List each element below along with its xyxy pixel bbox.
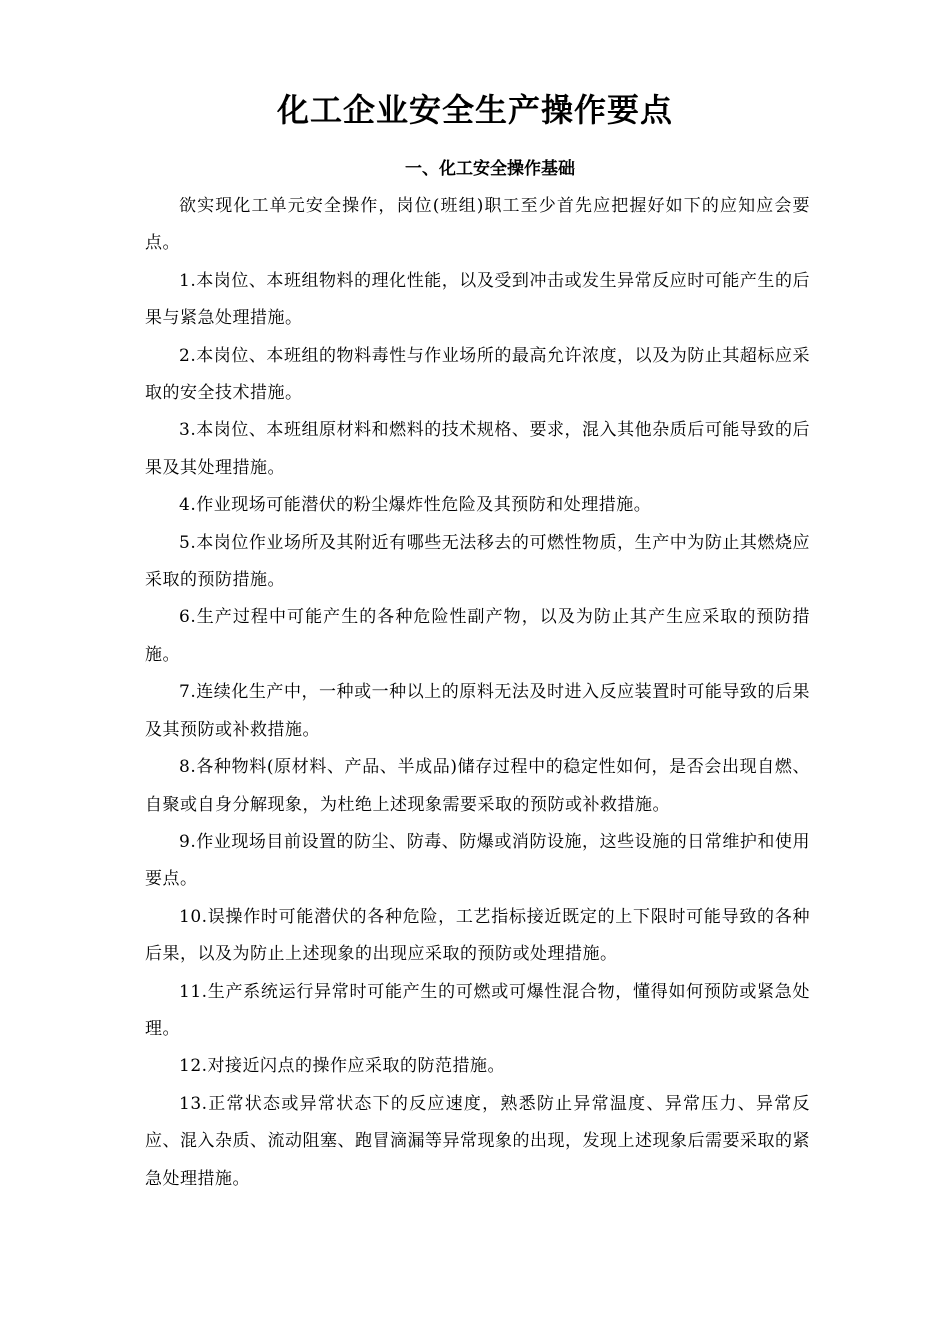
list-item-12: 12.对接近闪点的操作应采取的防范措施。 (179, 1056, 506, 1077)
intro-paragraph: 欲实现化工单元安全操作，岗位(班组)职工至少首先应把握好如下的应知应会要点。 (145, 196, 810, 254)
list-item-10: 10.误操作时可能潜伏的各种危险，工艺指标接近既定的上下限时可能导致的各种后果，以及为防止上述现象的出现应采取的预防或处理措施。 (145, 906, 810, 965)
document-title: 化工企业安全生产操作要点 (276, 91, 673, 129)
list-item-13: 13.正常状态或异常状态下的反应速度，熟悉防止异常温度、异常压力、异常反应、混入杂质、流动阻塞、跑冒滴漏等异常现象的出现，发现上述现象后需要采取的紧急处理措施。 (145, 1093, 810, 1189)
list-item-4: 4.作业现场可能潜伏的粉尘爆炸性危险及其预防和处理措施。 (179, 495, 652, 516)
document-body (145, 188, 810, 1198)
list-item-5: 5.本岗位作业场所及其附近有哪些无法移去的可燃性物质，生产中为防止其燃烧应采取的预防措施。 (145, 532, 810, 591)
list-item-1: 1.本岗位、本班组物料的理化性能，以及受到冲击或发生异常反应时可能产生的后果与紧急处理措施。 (145, 270, 810, 329)
list-item-2: 2.本岗位、本班组的物料毒性与作业场所的最高允许浓度，以及为防止其超标应采取的安全技术措施。 (145, 345, 810, 404)
list-item-6: 6.生产过程中可能产生的各种危险性副产物，以及为防止其产生应采取的预防措施。 (145, 607, 810, 665)
list-item-8: 8.各种物料(原材料、产品、半成品)储存过程中的稳定性如何，是否会出现自燃、自聚或自身分解现象，为杜绝上述现象需要采取的预防或补救措施。 (145, 757, 810, 815)
list-item-3: 3.本岗位、本班组原材料和燃料的技术规格、要求，混入其他杂质后可能导致的后果及其处理措施。 (145, 420, 810, 478)
section-heading: 一、化工安全操作基础 (405, 159, 575, 179)
list-item-11: 11.生产系统运行异常时可能产生的可燃或可爆性混合物，懂得如何预防或紧急处理。 (145, 981, 810, 1039)
list-item-7: 7.连续化生产中，一种或一种以上的原料无法及时进入反应装置时可能导致的后果及其预防或补救措施。 (145, 682, 810, 740)
list-item-9: 9.作业现场目前设置的防尘、防毒、防爆或消防设施，这些设施的日常维护和使用要点。 (145, 831, 810, 890)
